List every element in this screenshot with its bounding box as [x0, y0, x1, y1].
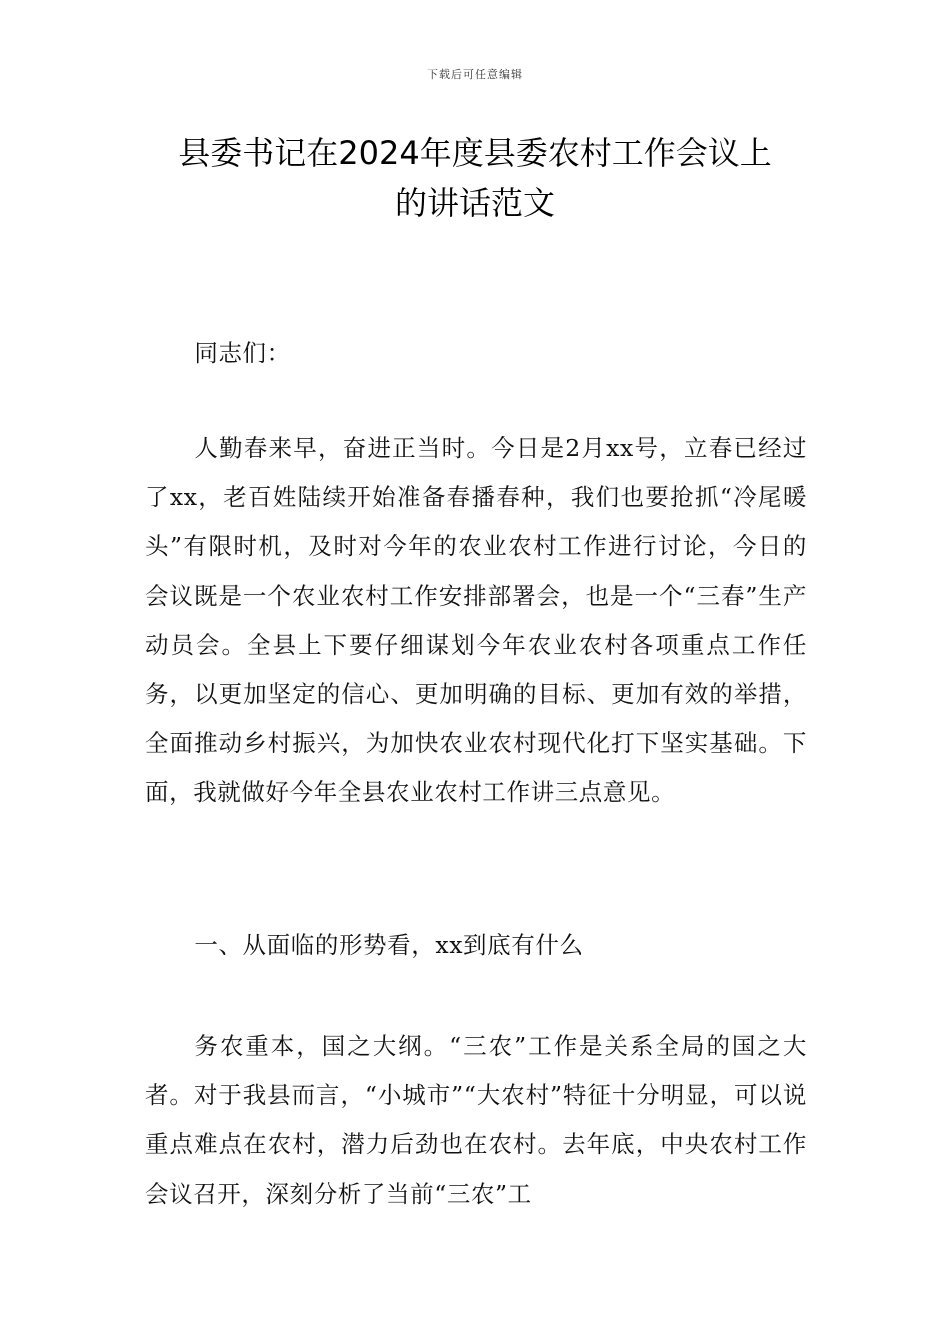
document-title	[100, 128, 850, 228]
section-heading: 一、从面临的形势看，xx到底有什么	[194, 931, 584, 959]
title-line-1: 县委书记在2024年度县委农村工作会议上	[178, 134, 772, 172]
paragraph-intro: 人勤春来早，奋进正当时。今日是2月xx号，立春已经过了xx，老百姓陆续开始准备春播春种，我们也要抢抓“冷尾暖头”有限时机，及时对今年的农业农村工作进行讨论，今日的会议既是一个农业农村工作安排部署会，也是一个“三春”生产动员会。全县上下要仔细谋划今年农业农村各项重点工作任务，以更加坚定的信心、更加明确的目标、更加有效的举措，全面推动乡村振兴，为加快农业农村现代化打下坚实基础。下面，我就做好今年全县农业农村工作讲三点意见。	[145, 434, 807, 807]
salutation: 同志们：	[194, 339, 291, 367]
header-note: 下载后可任意编辑	[427, 68, 523, 81]
title-line-2: 的讲话范文	[394, 184, 555, 222]
paragraph-situation: 务农重本，国之大纲。“三农”工作是关系全局的国之大者。对于我县而言，“小城市”“大农村”特征十分明显，可以说重点难点在农村，潜力后劲也在农村。去年底，中央农村工作会议召开，深刻分析了当前“三农”工	[145, 1032, 807, 1208]
